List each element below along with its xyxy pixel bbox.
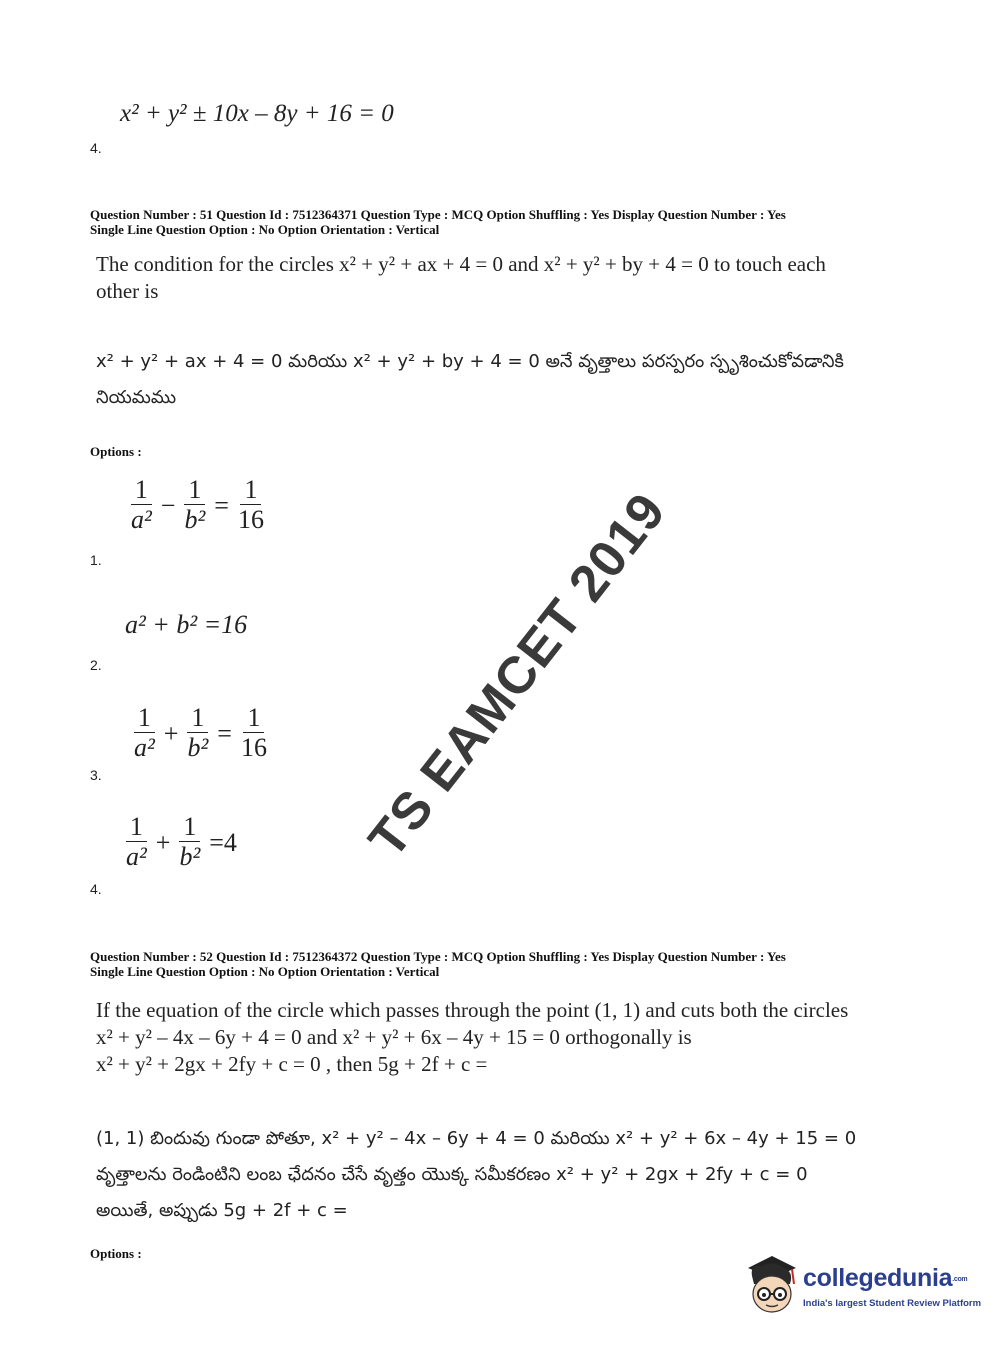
q51-option-1-number: 1. [90,552,102,568]
q51-meta-line2: Single Line Question Option : No Option Orientation : Vertical [90,222,440,237]
fraction: $\frac{1}{16}$ [237,475,264,534]
fraction: $\frac{1}{\text{a²}}$ [131,475,152,534]
equals: = [214,490,229,520]
q52-question-telugu [96,1121,956,1229]
q51-option-2-expression: a² + b² =16 [125,610,248,639]
q51-question-english-line1: The condition for the circles x² + y² + ax + 4 = 0 and x² + y² + by + 4 = 0 to touch each [96,252,826,276]
q51-question-telugu-line2: నియమము [96,387,177,408]
q52-options-label: Options : [90,1246,142,1261]
q51-option-4-number: 4. [90,881,102,897]
q52-question-telugu-line3: అయితే, అప్పుడు 5g + 2f + c = [96,1200,348,1221]
q52-meta-line2: Single Line Question Option : No Option Orientation : Vertical [90,964,440,979]
q52-question-english-line2: x² + y² – 4x – 6y + 4 = 0 and x² + y² + 6x – 4y + 15 = 0 orthogonally is [96,1025,692,1049]
q52-meta [90,949,950,979]
equals-value: =4 [209,827,237,857]
collegedunia-mascot-icon [742,1250,802,1320]
q51-option-2-number: 2. [90,657,102,673]
q51-option-3-number: 3. [90,767,102,783]
operator: + [163,718,179,748]
q51-meta [90,207,950,237]
q51-question-telugu [96,344,956,416]
fraction: $\frac{1}{\text{a²}}$ [134,703,155,762]
collegedunia-logo-text: collegedunia.com [803,1264,968,1292]
watermark: TS EAMCET 2019 [357,482,678,869]
q52-meta-line1: Question Number : 52 Question Id : 7512364372 Question Type : MCQ Option Shuffling : Yes Display Question Number : Yes [90,949,786,964]
fraction: $\frac{1}{\text{b²}}$ [179,812,201,871]
q51-question-english [96,251,916,305]
q52-question-telugu-line1: (1, 1) బిందువు గుండా పోతూ, x² + y² – 4x – 6y + 4 = 0 మరియు x² + y² + 6x – 4y + 15 = 0 [96,1128,857,1149]
fraction: $\frac{1}{\text{b²}}$ [187,703,209,762]
q51-option-3-expression [128,704,273,763]
q52-question-english [96,997,916,1078]
operator: − [160,490,176,520]
fraction: $\frac{1}{\text{a²}}$ [126,812,147,871]
fraction: $\frac{1}{16}$ [240,703,267,762]
q52-question-english-line3: x² + y² + 2gx + 2fy + c = 0 , then 5g + 2f + c = [96,1052,488,1076]
collegedunia-tagline: India's largest Student Review Platform [803,1298,982,1309]
operator: + [155,827,171,857]
q51-meta-line1: Question Number : 51 Question Id : 7512364371 Question Type : MCQ Option Shuffling : Yes Display Question Number : Yes [90,207,786,222]
q52-question-telugu-line2: వృత్తాలను రెండింటిని లంబ ఛేదనం చేసే వృత్తం యొక్క సమీకరణం x² + y² + 2gx + 2fy + c = 0 [96,1164,808,1185]
fraction: $\frac{1}{\text{b²}}$ [184,475,206,534]
prev-option-4-number: 4. [90,140,102,156]
q51-options-label: Options : [90,444,142,459]
prev-option-4-expression: x² + y² ± 10x – 8y + 16 = 0 [120,100,394,127]
q51-question-english-line2: other is [96,279,159,303]
equals: = [217,718,232,748]
q51-option-1-expression [125,476,270,535]
q52-question-english-line1: If the equation of the circle which passes through the point (1, 1) and cuts both the circles [96,998,849,1022]
q51-option-4-expression [120,813,240,872]
q51-question-telugu-line1: x² + y² + ax + 4 = 0 మరియు x² + y² + by + 4 = 0 అనే వృత్తాలు పరస్పరం స్పృశించుకోవడానికి [96,351,844,372]
